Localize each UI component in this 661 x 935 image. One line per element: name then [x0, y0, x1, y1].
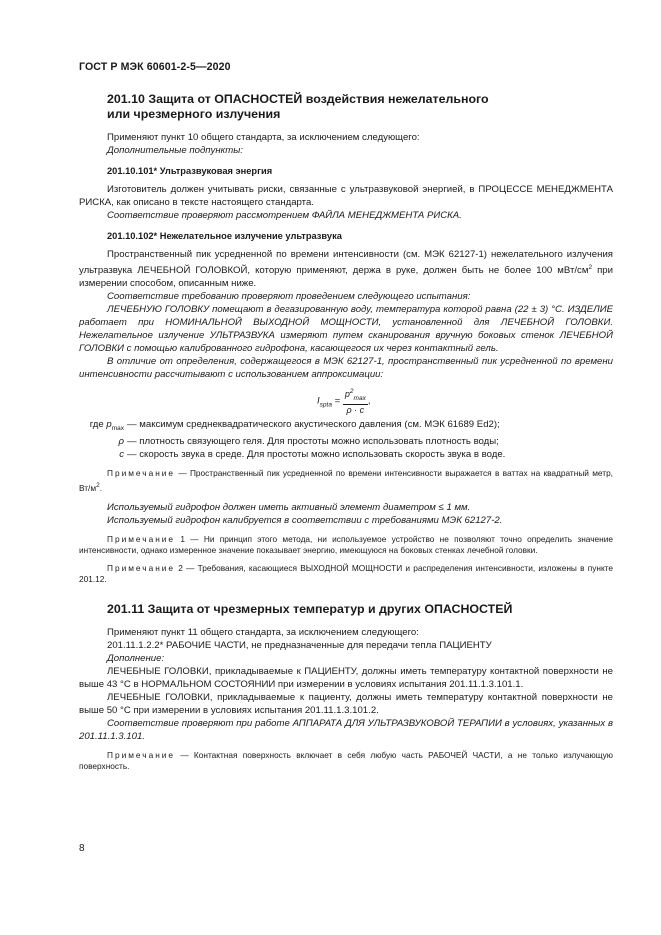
- compliance-paragraph: Соответствие проверяют рассмотрением ФАЙЛА МЕНЕДЖМЕНТА РИСКА.: [107, 210, 462, 221]
- formula-definitions: [79, 418, 613, 461]
- page-number: 8: [79, 843, 85, 854]
- formula-fraction: $\frac{p^2_{max}}{\rho \cdot c}$: [344, 388, 366, 415]
- heading-line-1: 201.10 Защита от ОПАСНОСТЕЙ воздействия нежелательного: [107, 92, 489, 106]
- definition-row: ρ — плотность связующего геля. Для простоты можно использовать плотность воды;: [118, 436, 499, 448]
- paragraph: ЛЕЧЕБНЫЕ ГОЛОВКИ, прикладываемые к пациенту, должны иметь температуру контактной поверхности не выше 50 °С при измерении в условиях испытания 201.11.1.3.101.2.: [79, 691, 613, 716]
- compliance-paragraph: Соответствие проверяют при работе АППАРАТА ДЛЯ УЛЬТРАЗВУКОВОЙ ТЕРАПИИ в условиях, указанных в 201.11.1.3.101.: [79, 717, 613, 742]
- compliance-paragraph: Соответствие требованию проверяют проведением следующего испытания:: [107, 291, 471, 303]
- section-heading-201-11: 201.11 Защита от чрезмерных температур и других ОПАСНОСТЕЙ: [107, 601, 513, 616]
- definition-row: c — скорость звука в среде. Для простоты можно использовать скорость звука в воде.: [119, 449, 506, 461]
- page-header: ГОСТ Р МЭК 60601-2-5—2020: [79, 61, 231, 73]
- paragraph: Применяют пункт 11 общего стандарта, за исключением следующего:: [107, 626, 419, 638]
- note: Примечание — Пространственный пик усредненной по времени интенсивности выражается в ваттах на квадратный метр, $Вт/м^2$.: [79, 468, 613, 493]
- paragraph: Применяют пункт 10 общего стандарта, за исключением следующего:: [107, 132, 420, 143]
- subsection-heading-201-10-102: 201.10.102* Нежелательное излучение ультразвука: [107, 231, 342, 241]
- paragraph: Пространственный пик усредненной по времени интенсивности (см. МЭК 62127-1) нежелательного излучения ультразвука ЛЕЧЕБНОЙ ГОЛОВКОЙ, которую применяют, держа в руке, должен быть не более 100 мВт/$см^2$ при измерении способом, описанным ниже.: [79, 249, 614, 290]
- subsection-heading-201-10-101: 201.10.101* Ультразвуковая энергия: [107, 166, 273, 176]
- paragraph: Дополнительные подпункты:: [107, 145, 243, 156]
- paragraph: Изготовитель должен учитывать риски, связанные с ультразвуковой энергией, в ПРОЦЕССЕ МЕНЕДЖМЕНТА РИСКА, как описано в тексте настоящего стандарта.: [79, 184, 613, 208]
- ispta-formula: $I_{spta}$ = $\frac{p^2_{max}}{\rho \cdot c}$ ,: [317, 388, 371, 415]
- note: Примечание — Контактная поверхность включает в себя любую часть РАБОЧЕЙ ЧАСТИ, а не только излучающую поверхность.: [79, 749, 613, 772]
- paragraph: Дополнение:: [107, 652, 165, 664]
- note: Примечание 2 — Требования, касающиеся ВЫХОДНОЙ МОЩНОСТИ и распределения интенсивности, изложены в пункте 201.12.: [79, 562, 613, 585]
- paragraph: ЛЕЧЕБНЫЕ ГОЛОВКИ, прикладываемые к ПАЦИЕНТУ, должны иметь температуру контактной поверхности не выше 43 °С в НОРМАЛЬНОМ СОСТОЯНИИ при измерении в условиях испытания 201.11.1.3.101.1.: [79, 665, 613, 690]
- definition-row: где $p_{max}$ — максимум среднеквадратического акустического давления (см. МЭК 61689 Ed2);: [89, 419, 500, 433]
- note: Примечание 1 — Ни принцип этого метода, ни используемое устройство не позволяют точно определить значение интенсивности, однако измеренное значение показывает энергию, имеющуюся на боковых стенках лечебной головки.: [79, 533, 613, 556]
- section-heading-201-10: [107, 92, 613, 122]
- page-content: [79, 92, 613, 773]
- test-procedure-paragraph: ЛЕЧЕБНУЮ ГОЛОВКУ помещают в дегазированную воду, температура которой равна (22 ± 3) °С. ИЗДЕЛИЕ работает при НОМИНАЛЬНОЙ ВЫХОДНОЙ МОЩНОСТИ, установленной для ЛЕЧЕБНОЙ ГОЛОВКИ. Нежелательное излучение УЛЬТРАЗВУКА измеряют путем сканирования вручную боковых стенок ЛЕЧЕБНОЙ ГОЛОВКИ с помощью калиброванного гидрофона, касающегося их через контактный гель.: [79, 304, 613, 355]
- paragraph: В отличие от определения, содержащегося в МЭК 62127-1, пространственный пик усредненной по времени интенсивности рассчитывают с использованием аппроксимации:: [79, 356, 613, 381]
- heading-line-2: или чрезмерного излучения: [107, 107, 281, 121]
- paragraph: Используемый гидрофон должен иметь активный элемент диаметром ≤ 1 мм.: [107, 501, 471, 513]
- paragraph: 201.11.1.2.2* РАБОЧИЕ ЧАСТИ, не предназначенные для передачи тепла ПАЦИЕНТУ: [107, 639, 492, 651]
- paragraph: Используемый гидрофон калибруется в соответствии с требованиями МЭК 62127-2.: [107, 514, 503, 526]
